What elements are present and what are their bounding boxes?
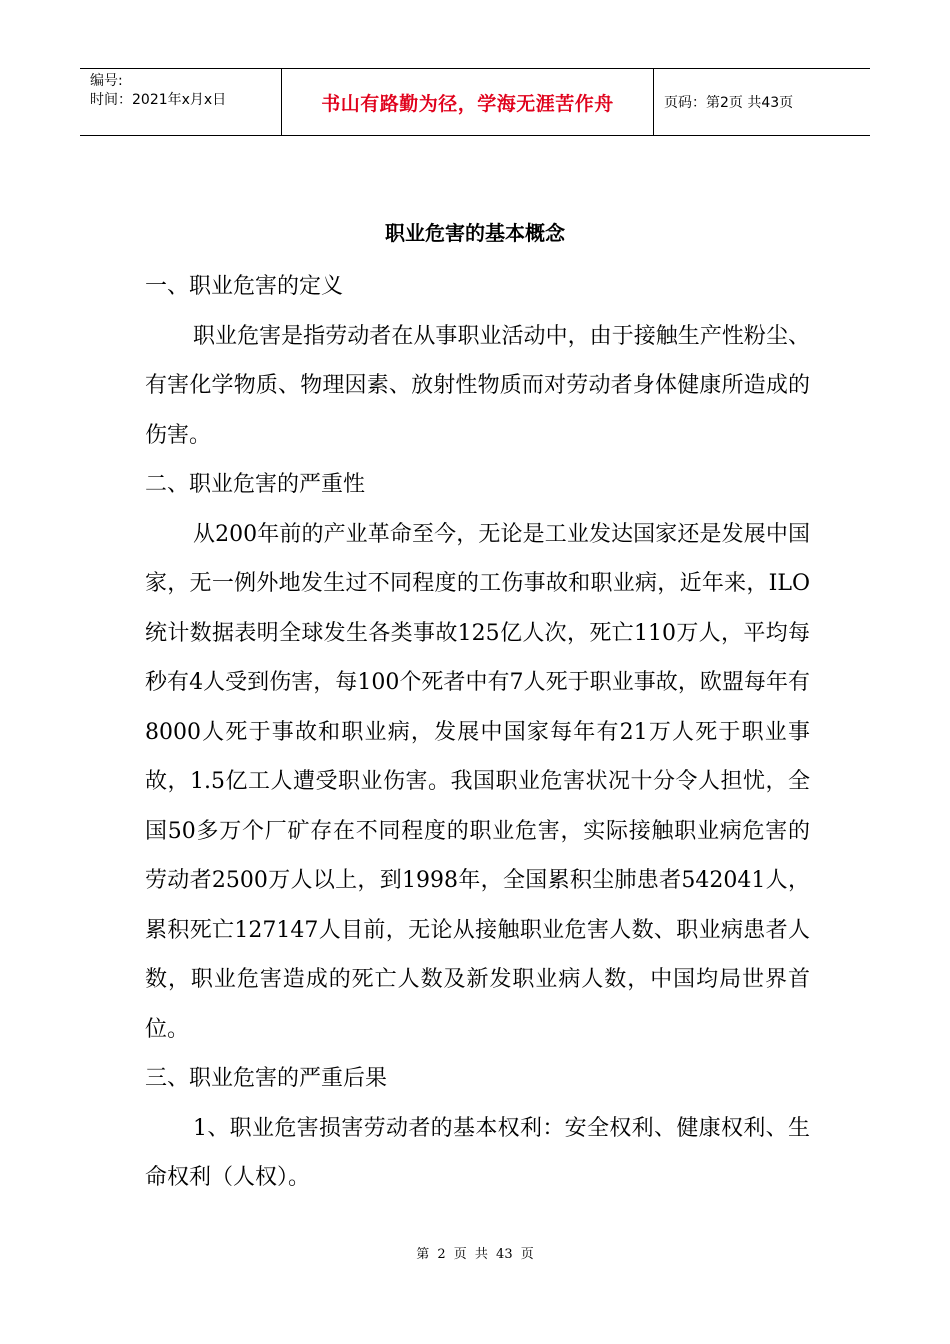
page-footer: 第 2 页 共 43 页 (416, 1247, 534, 1262)
paragraph-severity: 从200年前的产业革命至今，无论是工业发达国家还是发展中国家，无一例外地发生过不同程度的工伤事故和职业病，近年来，ILO统计数据表明全球发生各类事故125亿人次，死亡110万人，平均每秒有4人受到伤害，每100个死者中有7人死于职业事故，欧盟每年有8000人死于事故和职业病，发展中国家每年有21万人死于职业事故，1.5亿工人遭受职业伤害。我国职业危害状况十分令人担忧，全国50多万个厂矿存在不同程度的职业危害，实际接触职业病危害的劳动者2500万人以上，到1998年，全国累积尘肺患者542041人，累积死亡127147人目前，无论从接触职业危害人数、职业病患者人数，职业危害造成的死亡人数及新发职业病人数，中国均局世界首位。 (145, 521, 811, 1042)
serial-number-label: 编号: (90, 73, 123, 89)
paragraph-consequences: 1、职业危害损害劳动者的基本权利：安全权利、健康权利、生命权利（人权）。 (145, 1115, 810, 1190)
date-label: 时间：2021年x月x日 (90, 92, 227, 108)
page-header (80, 68, 870, 136)
page-code-label: 页码：第2页 共43页 (664, 95, 794, 111)
header-page-cell (654, 69, 870, 135)
section-heading-severity: 二、职业危害的严重性 (145, 472, 366, 497)
document-body (145, 262, 810, 1203)
motto-text: 书山有路勤为径，学海无涯苦作舟 (321, 92, 614, 115)
section-heading-consequences: 三、职业危害的严重后果 (145, 1066, 388, 1091)
section-heading-definition: 一、职业危害的定义 (145, 274, 344, 299)
document-title: 职业危害的基本概念 (385, 221, 565, 245)
paragraph-definition: 职业危害是指劳动者在从事职业活动中，由于接触生产性粉尘、有害化学物质、物理因素、放射性物质而对劳动者身体健康所造成的伤害。 (145, 323, 810, 448)
header-meta-cell (80, 69, 282, 135)
header-motto-cell (282, 69, 654, 135)
